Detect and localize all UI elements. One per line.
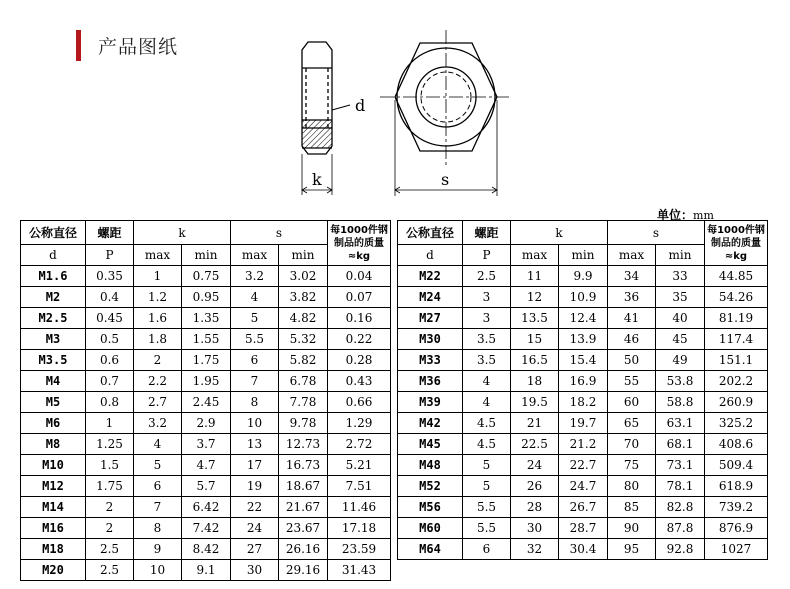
cell-mass: 739.2 xyxy=(705,497,768,518)
cell-kmin: 24.7 xyxy=(559,476,608,497)
cell-kmax: 1.2 xyxy=(134,287,182,308)
cell-kmin: 18.2 xyxy=(559,392,608,413)
cell-kmax: 5 xyxy=(134,455,182,476)
cell-p: 3 xyxy=(463,287,511,308)
header-k-max: max xyxy=(511,245,559,266)
cell-smax: 90 xyxy=(608,518,656,539)
header-k-max: max xyxy=(134,245,182,266)
cell-smax: 6 xyxy=(231,350,279,371)
table-row xyxy=(398,371,768,392)
table-row xyxy=(21,266,391,287)
cell-p: 4 xyxy=(463,392,511,413)
cell-smax: 4 xyxy=(231,287,279,308)
cell-d: M3.5 xyxy=(21,350,86,371)
cell-mass: 5.21 xyxy=(328,455,391,476)
cell-kmin: 7.42 xyxy=(182,518,231,539)
table-row xyxy=(398,308,768,329)
cell-smin: 12.73 xyxy=(279,434,328,455)
cell-smax: 8 xyxy=(231,392,279,413)
cell-d: M27 xyxy=(398,308,463,329)
cell-mass: 0.07 xyxy=(328,287,391,308)
cell-p: 2.5 xyxy=(463,266,511,287)
cell-kmin: 19.7 xyxy=(559,413,608,434)
table-row xyxy=(398,413,768,434)
table-row xyxy=(21,350,391,371)
cell-smin: 82.8 xyxy=(656,497,705,518)
spec-table-left xyxy=(20,220,391,581)
table-row xyxy=(398,266,768,287)
cell-smin: 87.8 xyxy=(656,518,705,539)
cell-p: 1.75 xyxy=(86,476,134,497)
cell-smin: 9.78 xyxy=(279,413,328,434)
cell-d: M6 xyxy=(21,413,86,434)
cell-kmax: 9 xyxy=(134,539,182,560)
spec-table-right xyxy=(397,220,768,560)
cell-smin: 73.1 xyxy=(656,455,705,476)
cell-smin: 40 xyxy=(656,308,705,329)
cell-smin: 49 xyxy=(656,350,705,371)
cell-smin: 7.78 xyxy=(279,392,328,413)
cell-mass: 117.4 xyxy=(705,329,768,350)
cell-smin: 5.32 xyxy=(279,329,328,350)
cell-d: M30 xyxy=(398,329,463,350)
cell-kmin: 2.9 xyxy=(182,413,231,434)
cell-smax: 46 xyxy=(608,329,656,350)
cell-p: 4.5 xyxy=(463,434,511,455)
cell-kmax: 7 xyxy=(134,497,182,518)
table-row xyxy=(21,518,391,539)
cell-kmin: 0.95 xyxy=(182,287,231,308)
cell-smin: 63.1 xyxy=(656,413,705,434)
cell-d: M20 xyxy=(21,560,86,581)
cell-smin: 23.67 xyxy=(279,518,328,539)
table-row xyxy=(21,560,391,581)
table-row xyxy=(21,329,391,350)
cell-kmin: 16.9 xyxy=(559,371,608,392)
table-row xyxy=(21,392,391,413)
cell-mass: 202.2 xyxy=(705,371,768,392)
cell-smin: 16.73 xyxy=(279,455,328,476)
cell-kmax: 6 xyxy=(134,476,182,497)
cell-mass: 876.9 xyxy=(705,518,768,539)
cell-kmin: 8.42 xyxy=(182,539,231,560)
header-d: 公称直径 xyxy=(398,221,463,245)
cell-kmax: 22.5 xyxy=(511,434,559,455)
cell-kmax: 2.2 xyxy=(134,371,182,392)
cell-kmax: 1 xyxy=(134,266,182,287)
cell-smax: 24 xyxy=(231,518,279,539)
cell-smax: 36 xyxy=(608,287,656,308)
cell-smax: 60 xyxy=(608,392,656,413)
cell-d: M64 xyxy=(398,539,463,560)
cell-smin: 18.67 xyxy=(279,476,328,497)
table-row xyxy=(398,392,768,413)
cell-kmin: 6.42 xyxy=(182,497,231,518)
cell-kmin: 9.9 xyxy=(559,266,608,287)
cell-p: 2 xyxy=(86,497,134,518)
cell-p: 0.6 xyxy=(86,350,134,371)
header-k-min: min xyxy=(182,245,231,266)
cell-mass: 2.72 xyxy=(328,434,391,455)
header-s-min: min xyxy=(279,245,328,266)
cell-smax: 27 xyxy=(231,539,279,560)
cell-kmax: 1.6 xyxy=(134,308,182,329)
label-s: s xyxy=(441,170,450,189)
cell-smax: 19 xyxy=(231,476,279,497)
cell-kmax: 4 xyxy=(134,434,182,455)
cell-d: M2.5 xyxy=(21,308,86,329)
cell-smin: 33 xyxy=(656,266,705,287)
cell-kmin: 4.7 xyxy=(182,455,231,476)
table-row xyxy=(398,329,768,350)
cell-smin: 78.1 xyxy=(656,476,705,497)
label-k: k xyxy=(312,170,322,189)
cell-p: 1.25 xyxy=(86,434,134,455)
cell-mass: 44.85 xyxy=(705,266,768,287)
cell-mass: 54.26 xyxy=(705,287,768,308)
cell-mass: 0.16 xyxy=(328,308,391,329)
cell-d: M42 xyxy=(398,413,463,434)
cell-kmax: 13.5 xyxy=(511,308,559,329)
cell-p: 5.5 xyxy=(463,497,511,518)
cell-kmin: 30.4 xyxy=(559,539,608,560)
cell-d: M4 xyxy=(21,371,86,392)
header-mass: 每1000件钢 制品的质量 ≈kg xyxy=(328,221,391,266)
cell-kmax: 24 xyxy=(511,455,559,476)
cell-kmax: 8 xyxy=(134,518,182,539)
cell-smax: 55 xyxy=(608,371,656,392)
cell-kmin: 1.55 xyxy=(182,329,231,350)
cell-d: M5 xyxy=(21,392,86,413)
cell-kmax: 32 xyxy=(511,539,559,560)
header-p-symbol: P xyxy=(86,245,134,266)
cell-kmax: 21 xyxy=(511,413,559,434)
cell-kmax: 30 xyxy=(511,518,559,539)
cell-kmax: 18 xyxy=(511,371,559,392)
cell-smax: 85 xyxy=(608,497,656,518)
table-row xyxy=(398,455,768,476)
cell-mass: 17.18 xyxy=(328,518,391,539)
cell-kmin: 3.7 xyxy=(182,434,231,455)
cell-kmin: 1.75 xyxy=(182,350,231,371)
cell-kmax: 26 xyxy=(511,476,559,497)
cell-d: M14 xyxy=(21,497,86,518)
cell-p: 5 xyxy=(463,455,511,476)
cell-smax: 5.5 xyxy=(231,329,279,350)
cell-p: 0.35 xyxy=(86,266,134,287)
cell-smin: 29.16 xyxy=(279,560,328,581)
cell-kmin: 1.35 xyxy=(182,308,231,329)
table-row xyxy=(398,518,768,539)
cell-kmax: 19.5 xyxy=(511,392,559,413)
cell-p: 2.5 xyxy=(86,560,134,581)
table-row xyxy=(21,287,391,308)
cell-kmax: 3.2 xyxy=(134,413,182,434)
hex-nut-drawing xyxy=(0,0,790,210)
cell-smin: 21.67 xyxy=(279,497,328,518)
cell-d: M48 xyxy=(398,455,463,476)
cell-smin: 92.8 xyxy=(656,539,705,560)
header-k-min: min xyxy=(559,245,608,266)
cell-p: 6 xyxy=(463,539,511,560)
cell-p: 0.4 xyxy=(86,287,134,308)
table-row xyxy=(398,350,768,371)
cell-mass: 618.9 xyxy=(705,476,768,497)
cell-smin: 3.82 xyxy=(279,287,328,308)
cell-mass: 1.29 xyxy=(328,413,391,434)
cell-mass: 0.66 xyxy=(328,392,391,413)
cell-d: M33 xyxy=(398,350,463,371)
header-d-symbol: d xyxy=(21,245,86,266)
cell-smax: 22 xyxy=(231,497,279,518)
header-s: s xyxy=(608,221,705,245)
cell-mass: 325.2 xyxy=(705,413,768,434)
cell-p: 1 xyxy=(86,413,134,434)
cell-mass: 408.6 xyxy=(705,434,768,455)
cell-p: 4.5 xyxy=(463,413,511,434)
cell-p: 5 xyxy=(463,476,511,497)
cell-kmin: 0.75 xyxy=(182,266,231,287)
cell-p: 2 xyxy=(86,518,134,539)
cell-mass: 0.43 xyxy=(328,371,391,392)
cell-mass: 81.19 xyxy=(705,308,768,329)
table-row xyxy=(21,371,391,392)
cell-smax: 13 xyxy=(231,434,279,455)
table-row xyxy=(398,497,768,518)
cell-p: 0.8 xyxy=(86,392,134,413)
cell-kmin: 15.4 xyxy=(559,350,608,371)
cell-smax: 3.2 xyxy=(231,266,279,287)
cell-smin: 68.1 xyxy=(656,434,705,455)
cell-kmax: 11 xyxy=(511,266,559,287)
cell-d: M45 xyxy=(398,434,463,455)
cell-smin: 5.82 xyxy=(279,350,328,371)
cell-kmin: 21.2 xyxy=(559,434,608,455)
cell-d: M16 xyxy=(21,518,86,539)
table-row xyxy=(398,434,768,455)
cell-smax: 65 xyxy=(608,413,656,434)
cell-p: 5.5 xyxy=(463,518,511,539)
header-k: k xyxy=(511,221,608,245)
header-d-symbol: d xyxy=(398,245,463,266)
cell-mass: 0.28 xyxy=(328,350,391,371)
cell-mass: 509.4 xyxy=(705,455,768,476)
cell-p: 0.7 xyxy=(86,371,134,392)
cell-kmin: 10.9 xyxy=(559,287,608,308)
table-row xyxy=(21,455,391,476)
cell-smin: 45 xyxy=(656,329,705,350)
cell-smin: 53.8 xyxy=(656,371,705,392)
cell-smin: 6.78 xyxy=(279,371,328,392)
cell-p: 3 xyxy=(463,308,511,329)
table-row xyxy=(21,308,391,329)
cell-mass: 11.46 xyxy=(328,497,391,518)
cell-kmax: 2.7 xyxy=(134,392,182,413)
cell-d: M1.6 xyxy=(21,266,86,287)
cell-smax: 5 xyxy=(231,308,279,329)
cell-kmin: 2.45 xyxy=(182,392,231,413)
nut-side-view xyxy=(302,42,350,195)
cell-smax: 50 xyxy=(608,350,656,371)
cell-smax: 80 xyxy=(608,476,656,497)
cell-smin: 58.8 xyxy=(656,392,705,413)
table-row xyxy=(21,497,391,518)
cell-kmin: 13.9 xyxy=(559,329,608,350)
cell-kmin: 22.7 xyxy=(559,455,608,476)
cell-p: 0.5 xyxy=(86,329,134,350)
cell-smax: 10 xyxy=(231,413,279,434)
table-row xyxy=(21,434,391,455)
cell-smin: 4.82 xyxy=(279,308,328,329)
cell-kmax: 15 xyxy=(511,329,559,350)
cell-d: M3 xyxy=(21,329,86,350)
cell-smax: 17 xyxy=(231,455,279,476)
page-title: 产品图纸 xyxy=(98,36,179,58)
header-p-symbol: P xyxy=(463,245,511,266)
cell-kmin: 26.7 xyxy=(559,497,608,518)
cell-smax: 34 xyxy=(608,266,656,287)
cell-d: M39 xyxy=(398,392,463,413)
cell-smax: 70 xyxy=(608,434,656,455)
label-d: d xyxy=(355,96,366,115)
header-k: k xyxy=(134,221,231,245)
cell-d: M60 xyxy=(398,518,463,539)
cell-smin: 3.02 xyxy=(279,266,328,287)
header-p: 螺距 xyxy=(463,221,511,245)
cell-kmax: 2 xyxy=(134,350,182,371)
header-p: 螺距 xyxy=(86,221,134,245)
cell-mass: 23.59 xyxy=(328,539,391,560)
table-row xyxy=(21,413,391,434)
cell-smax: 30 xyxy=(231,560,279,581)
cell-p: 1.5 xyxy=(86,455,134,476)
cell-smax: 41 xyxy=(608,308,656,329)
cell-kmin: 1.95 xyxy=(182,371,231,392)
cell-kmax: 12 xyxy=(511,287,559,308)
table-row xyxy=(398,476,768,497)
header-s-max: max xyxy=(608,245,656,266)
cell-kmin: 28.7 xyxy=(559,518,608,539)
header-mass: 每1000件钢 制品的质量 ≈kg xyxy=(705,221,768,266)
cell-d: M8 xyxy=(21,434,86,455)
table-row xyxy=(398,287,768,308)
cell-d: M2 xyxy=(21,287,86,308)
cell-mass: 0.22 xyxy=(328,329,391,350)
cell-kmax: 10 xyxy=(134,560,182,581)
cell-p: 3.5 xyxy=(463,350,511,371)
cell-p: 3.5 xyxy=(463,329,511,350)
cell-p: 2.5 xyxy=(86,539,134,560)
cell-d: M18 xyxy=(21,539,86,560)
header-s-max: max xyxy=(231,245,279,266)
unit-label: 单位：mm xyxy=(657,208,714,222)
cell-kmax: 1.8 xyxy=(134,329,182,350)
header-s: s xyxy=(231,221,328,245)
cell-smax: 75 xyxy=(608,455,656,476)
cell-mass: 260.9 xyxy=(705,392,768,413)
cell-kmin: 5.7 xyxy=(182,476,231,497)
cell-d: M36 xyxy=(398,371,463,392)
table-row xyxy=(398,539,768,560)
header-d: 公称直径 xyxy=(21,221,86,245)
cell-d: M24 xyxy=(398,287,463,308)
cell-mass: 151.1 xyxy=(705,350,768,371)
table-row xyxy=(21,539,391,560)
cell-smax: 7 xyxy=(231,371,279,392)
cell-smin: 35 xyxy=(656,287,705,308)
cell-smin: 26.16 xyxy=(279,539,328,560)
cell-kmin: 12.4 xyxy=(559,308,608,329)
cell-mass: 1027 xyxy=(705,539,768,560)
cell-p: 0.45 xyxy=(86,308,134,329)
cell-mass: 31.43 xyxy=(328,560,391,581)
cell-d: M56 xyxy=(398,497,463,518)
cell-d: M12 xyxy=(21,476,86,497)
cell-mass: 0.04 xyxy=(328,266,391,287)
header-s-min: min xyxy=(656,245,705,266)
table-row xyxy=(21,476,391,497)
cell-d: M10 xyxy=(21,455,86,476)
cell-smax: 95 xyxy=(608,539,656,560)
cell-p: 4 xyxy=(463,371,511,392)
cell-kmin: 9.1 xyxy=(182,560,231,581)
cell-kmax: 28 xyxy=(511,497,559,518)
cell-d: M22 xyxy=(398,266,463,287)
cell-d: M52 xyxy=(398,476,463,497)
cell-mass: 7.51 xyxy=(328,476,391,497)
cell-kmax: 16.5 xyxy=(511,350,559,371)
